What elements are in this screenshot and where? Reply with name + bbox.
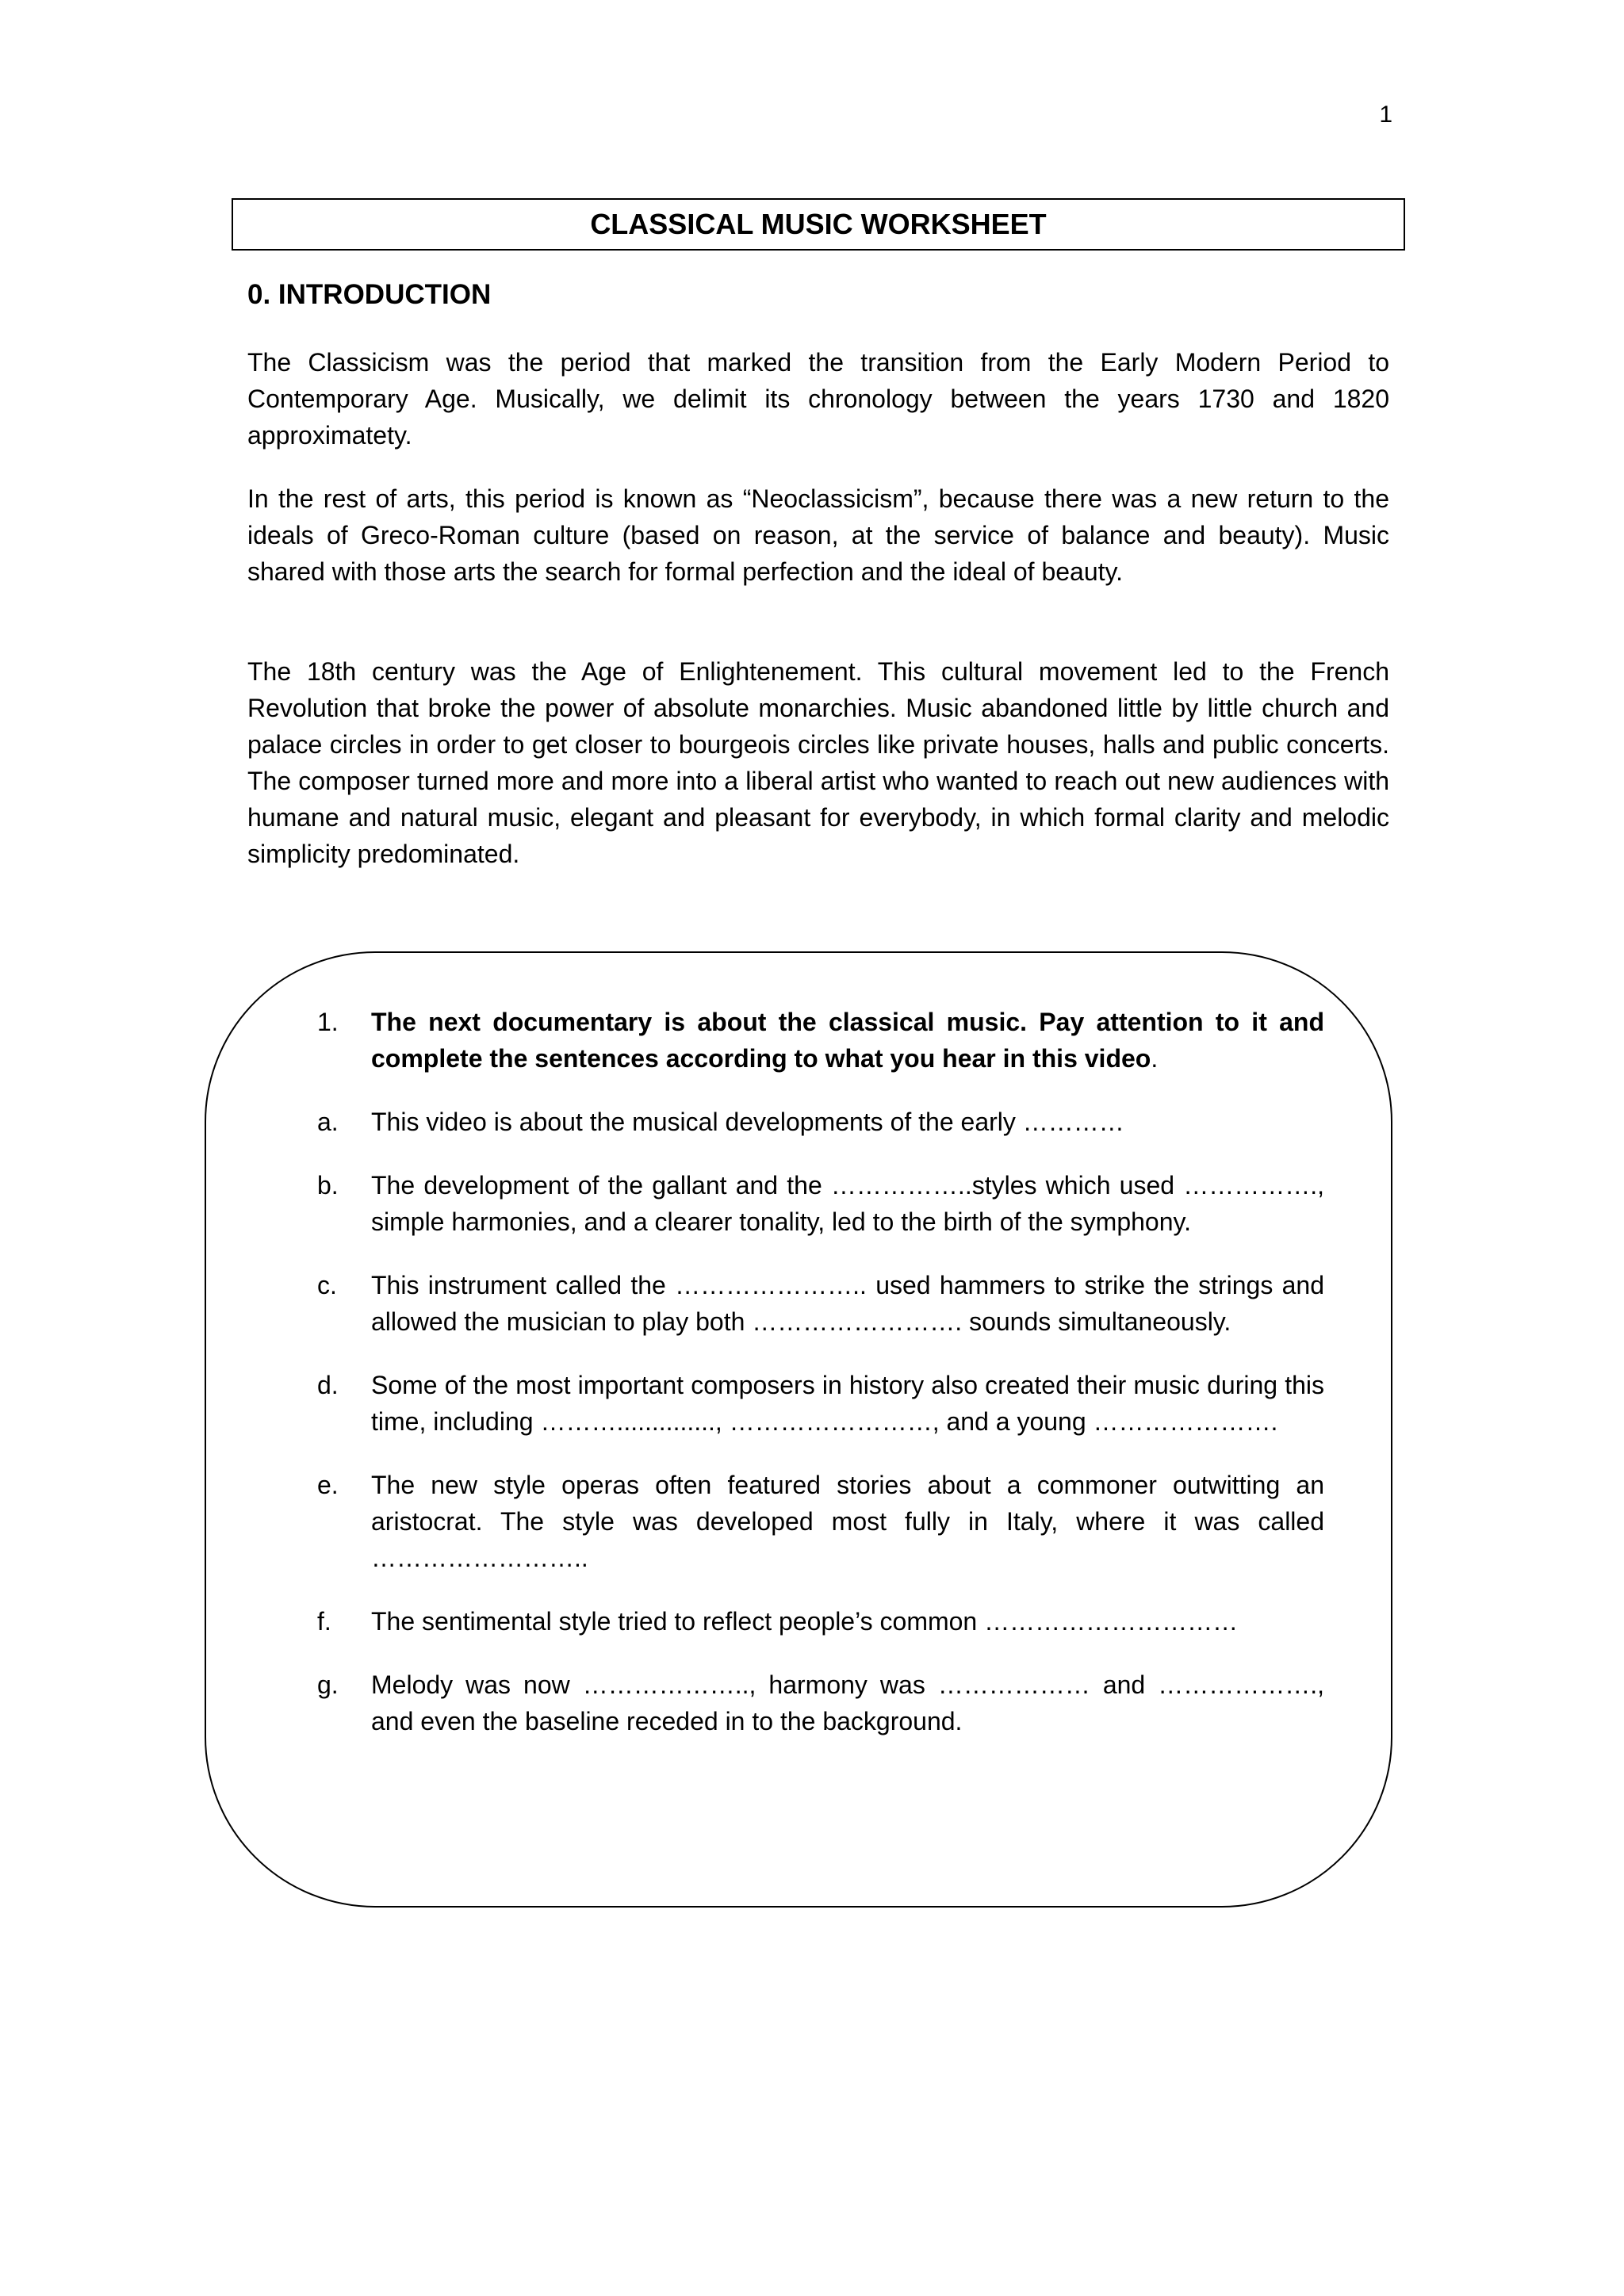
exercise-instruction-text: [371, 1004, 1324, 1077]
question-text: Melody was now ……………….., harmony was ……………… and ………………., and even the baseline receded in to the background.: [371, 1670, 1324, 1735]
question-text: This video is about the musical developments of the early …………: [371, 1108, 1124, 1136]
exercise-number: 1.: [317, 1008, 339, 1036]
question-text: This instrument called the ………………….. used hammers to strike the strings and allowed the musician to play both ……………………. sounds simultaneously.: [371, 1271, 1324, 1336]
question-letter: g.: [317, 1670, 339, 1699]
exercise-instruction-period: .: [1151, 1044, 1159, 1073]
worksheet-title-box: [232, 198, 1405, 251]
intro-paragraph-1: The Classicism was the period that marked the transition from the Early Modern Period to Contemporary Age. Musically, we delimit its chronology between the years 1730 and 1820 approximatety.: [247, 348, 1389, 450]
worksheet-title: CLASSICAL MUSIC WORKSHEET: [590, 208, 1047, 240]
exercise-list: [317, 1004, 1324, 1766]
question-letter: e.: [317, 1471, 339, 1499]
question-item-e: [317, 1467, 1324, 1576]
question-item-d: [317, 1367, 1324, 1440]
question-text: Some of the most important composers in history also created their music during this time, including ……….............., ……………………, and a young ………………….: [371, 1371, 1324, 1436]
question-letter: d.: [317, 1371, 339, 1399]
question-letter: f.: [317, 1607, 331, 1636]
exercise-instruction-bold: The next documentary is about the classical music. Pay attention to it and complete the sentences according to what you hear in this video: [371, 1008, 1324, 1073]
question-item-b: [317, 1167, 1324, 1240]
question-text: The new style operas often featured stories about a commoner outwitting an aristocrat. The style was developed most fully in Italy, where it was called ……………………..: [371, 1471, 1324, 1572]
question-text: The sentimental style tried to reflect people’s common …………………………: [371, 1607, 1239, 1636]
page-number: 1: [1379, 101, 1392, 128]
question-letter: a.: [317, 1108, 339, 1136]
question-letter: b.: [317, 1171, 339, 1200]
question-letter: c.: [317, 1271, 337, 1299]
section-heading-introduction: 0. INTRODUCTION: [247, 279, 492, 310]
intro-paragraph-2: In the rest of arts, this period is known as “Neoclassicism”, because there was a new return to the ideals of Greco-Roman culture (based on reason, at the service of balance and beauty). Music shared with those arts the search for formal perfection and the ideal of beauty.: [247, 484, 1389, 586]
question-item-a: [317, 1104, 1324, 1140]
exercise-instruction: [317, 1004, 1324, 1077]
question-item-c: [317, 1267, 1324, 1340]
question-item-f: [317, 1603, 1324, 1640]
intro-paragraph-3: The 18th century was the Age of Enlightenement. This cultural movement led to the French Revolution that broke the power of absolute monarchies. Music abandoned little by little church and palace circles in order to get closer to bourgeois circles like private houses, halls and public concerts. The composer turned more and more into a liberal artist who wanted to reach out new audiences with humane and natural music, elegant and pleasant for everybody, in which formal clarity and melodic simplicity predominated.: [247, 657, 1389, 868]
question-item-g: [317, 1667, 1324, 1739]
question-text: The development of the gallant and the ……………..styles which used ……………., simple harmonies, and a clearer tonality, led to the birth of the symphony.: [371, 1171, 1324, 1236]
